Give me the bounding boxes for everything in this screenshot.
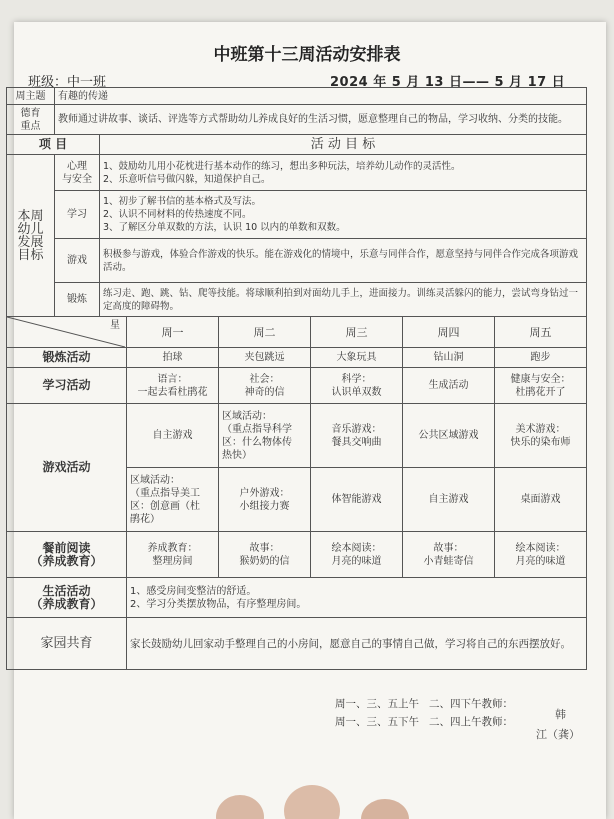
goal-safety: 1、鼓励幼儿用小花枕进行基本动作的练习，想出多种玩法，培养幼儿动作的灵活性。 2、乐意听信号做闪躲，知道保护自己。 <box>100 155 587 191</box>
focus-label: 周主题 <box>7 88 55 105</box>
goal-game: 积极参与游戏，体验合作游戏的快乐。能在游戏化的情境中，乐意与同伴合作，愿意坚持与同伴合作完成各项游戏活动。 <box>100 239 587 283</box>
exercise-mon: 拍球 <box>127 348 219 368</box>
sig-row1-right: 二、四下午教师： <box>429 698 514 710</box>
goal-header: 活 动 目 标 <box>100 135 587 155</box>
day-mon: 周一 <box>127 317 219 348</box>
item-header: 项 目 <box>7 135 100 155</box>
games-thu-2: 自主游戏 <box>403 468 495 532</box>
family-row <box>7 618 587 670</box>
goal-row-exercise <box>7 283 587 317</box>
reading-row <box>7 532 587 578</box>
family-label: 家园共育 <box>7 618 127 670</box>
family-value: 家长鼓励幼儿回家动手整理自己的小房间，愿意自己的事情自己做，学习将自己的东西摆放好。 <box>127 618 587 670</box>
games-fri-2: 桌面游戏 <box>495 468 587 532</box>
corner-label: 星 <box>110 320 120 331</box>
exercise-tue: 夹包跳远 <box>219 348 311 368</box>
diagonal-line <box>7 317 125 347</box>
sig-row1-name: 韩 <box>555 708 566 721</box>
goal-row-safety <box>7 155 587 191</box>
goal-learning: 1、初步了解书信的基本格式及写法。 2、认识不同材料的传热速度不同。 3、了解区分单双数的方法，认识 10 以内的单数和双数。 <box>100 191 587 239</box>
reading-fri: 绘本阅读： 月亮的味道 <box>495 532 587 578</box>
day-header-row <box>7 317 587 348</box>
exercise-fri: 跑步 <box>495 348 587 368</box>
area-exercise: 锻炼 <box>55 283 100 317</box>
moral-row <box>7 105 587 135</box>
learning-fri: 健康与安全： 杜鹃花开了 <box>495 368 587 404</box>
games-fri-1: 美术游戏： 快乐的染布师 <box>495 404 587 468</box>
reading-tue: 故事： 猴奶奶的信 <box>219 532 311 578</box>
life-row <box>7 578 587 618</box>
exercise-label: 锻炼活动 <box>7 348 127 368</box>
reading-thu: 故事： 小青蛙寄信 <box>403 532 495 578</box>
learning-tue: 社会： 神奇的信 <box>219 368 311 404</box>
goal-row-game <box>7 239 587 283</box>
sig-row2-name: 江（龚） <box>536 728 580 741</box>
life-value: 1、感受房间变整洁的舒适。 2、学习分类摆放物品，有序整理房间。 <box>127 578 587 618</box>
moral-value: 教师通过讲故事、谈话、评选等方式帮助幼儿养成良好的生活习惯，愿意整理自己的物品，学习收纳、分类的技能。 <box>55 105 587 135</box>
area-game: 游戏 <box>55 239 100 283</box>
sig-row1-left: 周一、三、五上午 <box>335 698 419 710</box>
schedule-table <box>6 87 587 670</box>
reading-wed: 绘本阅读： 月亮的味道 <box>311 532 403 578</box>
moral-label: 德育 重点 <box>7 105 55 135</box>
learning-thu: 生成活动 <box>403 368 495 404</box>
development-label: 本周 幼儿 发展 目标 <box>7 155 55 317</box>
sig-row2-left: 周一、三、五下午 <box>335 716 419 728</box>
signature-row-1 <box>335 696 513 711</box>
exercise-thu: 钻山洞 <box>403 348 495 368</box>
exercise-row <box>7 348 587 368</box>
date-range: 2024 年 5 月 13 日—— 5 月 17 日 <box>330 75 566 90</box>
learning-label: 学习活动 <box>7 368 127 404</box>
focus-row <box>7 88 587 105</box>
games-tue-1: 区域活动： （重点指导科学 区：什么物体传 热快） <box>219 404 311 468</box>
class-label: 班级：中一班 <box>28 75 107 90</box>
games-mon-1: 自主游戏 <box>127 404 219 468</box>
day-fri: 周五 <box>495 317 587 348</box>
day-wed: 周三 <box>311 317 403 348</box>
games-tue-2: 户外游戏： 小组接力赛 <box>219 468 311 532</box>
exercise-wed: 大象玩具 <box>311 348 403 368</box>
focus-value: 有趣的传递 <box>55 88 587 105</box>
learning-wed: 科学： 认识单双数 <box>311 368 403 404</box>
learning-mon: 语言： 一起去看杜鹃花 <box>127 368 219 404</box>
sig-row2-right: 二、四上午教师： <box>429 716 514 728</box>
corner-cell <box>7 317 127 348</box>
life-label: 生活活动 （养成教育） <box>7 578 127 618</box>
games-wed-1: 音乐游戏： 餐具交响曲 <box>311 404 403 468</box>
reading-mon: 养成教育： 整理房间 <box>127 532 219 578</box>
games-thu-1: 公共区域游戏 <box>403 404 495 468</box>
goal-exercise: 练习走、跑、跳、钻、爬等技能。将球顺利拍到对面幼儿手上，进面接力。训练灵活躲闪的能力，尝试弯身钻过一定高度的障碍物。 <box>100 283 587 317</box>
day-tue: 周二 <box>219 317 311 348</box>
learning-row <box>7 368 587 404</box>
games-label: 游戏活动 <box>7 404 127 532</box>
area-safety: 心理 与安全 <box>55 155 100 191</box>
games-mon-2: 区域活动： （重点指导美工 区：创意画（杜 鹃花） <box>127 468 219 532</box>
games-wed-2: 体智能游戏 <box>311 468 403 532</box>
goal-row-learning <box>7 191 587 239</box>
day-thu: 周四 <box>403 317 495 348</box>
header-row <box>7 135 587 155</box>
signature-row-2 <box>335 714 513 729</box>
document-title: 中班第十三周活动安排表 <box>213 45 401 65</box>
games-row-1 <box>7 404 587 468</box>
reading-label: 餐前阅读 （养成教育） <box>7 532 127 578</box>
area-learning: 学习 <box>55 191 100 239</box>
